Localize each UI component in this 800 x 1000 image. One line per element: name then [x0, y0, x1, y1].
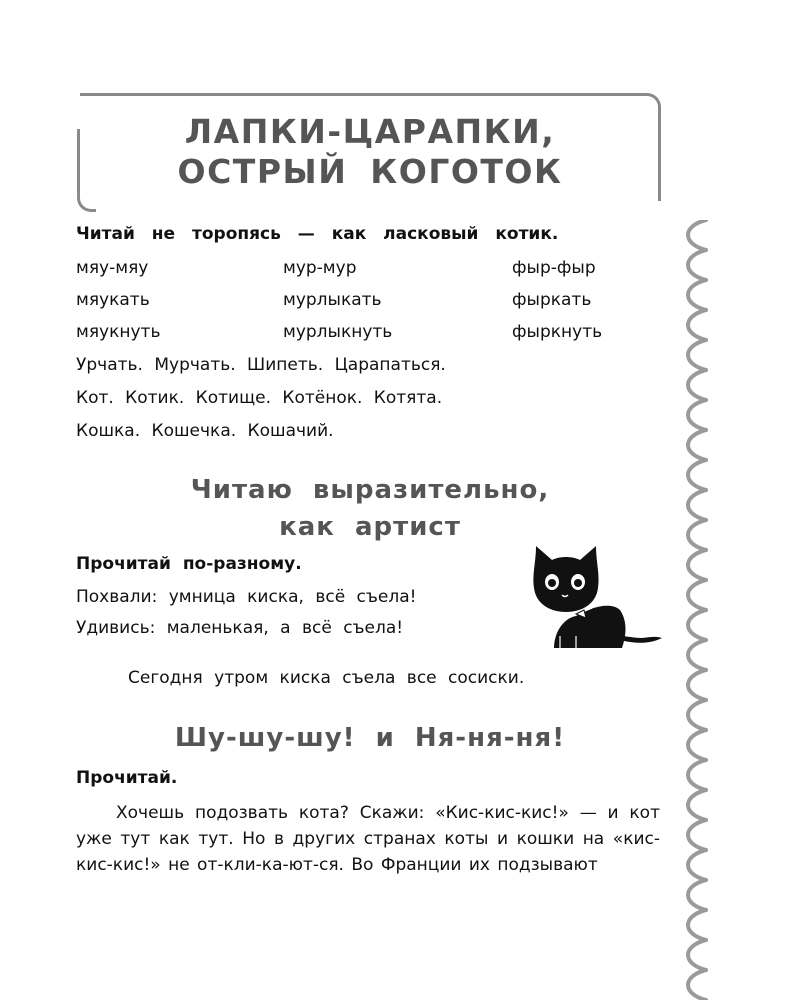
black-cat-icon [524, 540, 664, 650]
reading-instruction: Читай не торопясь — как ласковый котик. [76, 224, 559, 244]
heading-line-2: как артист [279, 512, 461, 542]
word: мур-мур [283, 258, 357, 278]
page-title [100, 112, 640, 192]
word: мурлыкать [283, 290, 382, 310]
title-line-1: ЛАПКИ-ЦАРАПКИ, [184, 112, 556, 151]
practice-sentence: Сегодня утром киска съела все сосиски. [128, 668, 525, 688]
story-paragraph: Хочешь подозвать кота? Скажи: «Кис-кис-кис!» — и кот уже тут как тут. Но в других странах коты и кошки на «кис-кис-кис!» не от-кли-ка-ют-ся. Во Франции их подзывают [76, 803, 660, 875]
word-row [76, 258, 636, 282]
word-row [76, 322, 636, 346]
read-differently-instruction: Прочитай по-разному. [76, 554, 302, 574]
sentence-line: Урчать. Мурчать. Шипеть. Царапаться. [76, 355, 446, 375]
word: фыркнуть [512, 322, 603, 342]
section-heading-expressive [90, 472, 650, 546]
read-instruction: Прочитай. [76, 768, 178, 788]
sentence-line: Кот. Котик. Котище. Котёнок. Котята. [76, 388, 443, 408]
heading-line-1: Читаю выразительно, [190, 475, 550, 505]
surprise-line: Удивись: маленькая, а всё съела! [76, 618, 404, 638]
word-row [76, 290, 636, 314]
word: мурлыкнуть [283, 322, 393, 342]
praise-line: Похвали: умница киска, всё съела! [76, 587, 417, 607]
word: фыр-фыр [512, 258, 596, 278]
word: мяу-мяу [76, 258, 149, 278]
word: мяукнуть [76, 322, 161, 342]
title-line-2: ОСТРЫЙ КОГОТОК [177, 152, 563, 191]
wavy-border-decoration [676, 220, 726, 1000]
section-heading-shushu: Шу-шу-шу! и Ня-ня-ня! [174, 723, 566, 753]
word: фыркать [512, 290, 592, 310]
sentence-line: Кошка. Кошечка. Кошачий. [76, 421, 334, 441]
word: мяукать [76, 290, 150, 310]
